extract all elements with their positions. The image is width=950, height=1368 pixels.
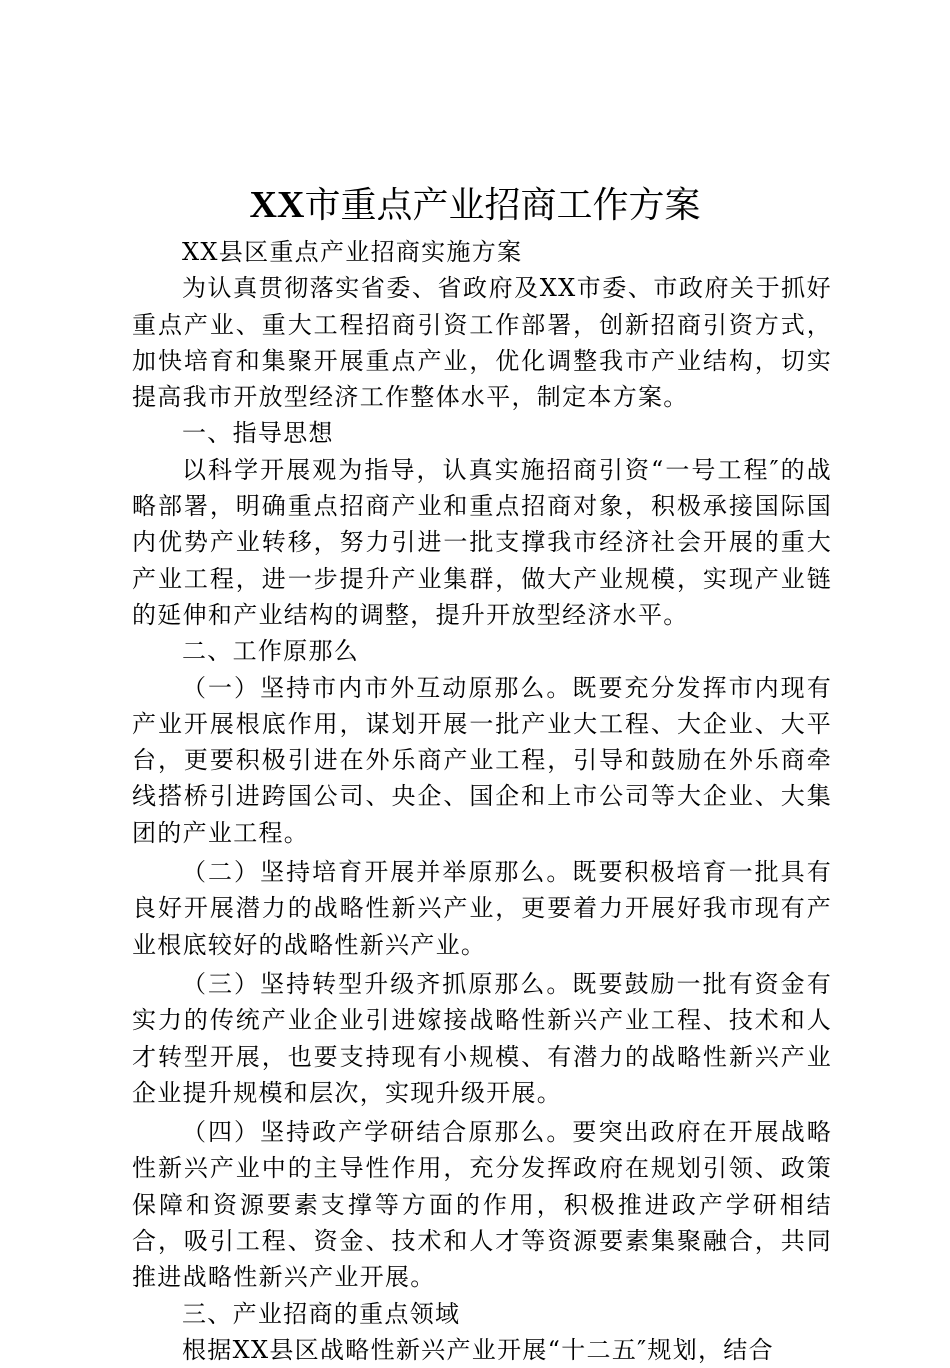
principle-3-paragraph: （三）坚持转型升级齐抓原那么。既要鼓励一批有资金有实力的传统产业企业引进嫁接战略性新兴产业工程、技术和人才转型开展，也要支持现有小规模、有潜力的战略性新兴产业企业提升规模和层次，实现升级开展。 bbox=[132, 969, 832, 1107]
principle-4-paragraph: （四）坚持政产学研结合原那么。要突出政府在开展战略性新兴产业中的主导性作用，充分发挥政府在规划引领、政策保障和资源要素支撑等方面的作用，积极推进政产学研相结合，吸引工程、资金、技术和人才等资源要素集聚融合，共同推进战略性新兴产业开展。 bbox=[132, 1118, 832, 1292]
section-heading-work-principles: 二、工作原那么 bbox=[182, 637, 360, 666]
principle-2-paragraph: （二）坚持培育开展并举原那么。既要积极培育一批具有良好开展潜力的战略性新兴产业，更要着力开展好我市现有产业根底较好的战略性新兴产业。 bbox=[132, 858, 832, 959]
guiding-ideology-paragraph: 以科学开展观为指导，认真实施招商引资“一号工程″的战略部署，明确重点招商产业和重点招商对象，积极承接国际国内优势产业转移，努力引进一批支撑我市经济社会开展的重大产业工程，进一步提升产业集群，做大产业规模，实现产业链的延伸和产业结构的调整，提升开放型经济水平。 bbox=[132, 455, 832, 629]
plan-subtitle: XX县区重点产业招商实施方案 bbox=[182, 238, 523, 266]
document-title bbox=[0, 180, 950, 231]
section-heading-key-fields: 三、产业招商的重点领域 bbox=[182, 1299, 461, 1328]
document-body bbox=[132, 234, 832, 1368]
title-main: 市重点产业招商工作方案 bbox=[304, 185, 701, 226]
principle-1-paragraph: （一）坚持市内市外互动原那么。既要充分发挥市内现有产业开展根底作用，谋划开展一批产业大工程、大企业、大平台，更要积极引进在外乐商产业工程，引导和鼓励在外乐商牵线搭桥引进跨国公司、央企、国企和上市公司等大企业、大集团的产业工程。 bbox=[132, 673, 832, 847]
title-prefix: XX bbox=[249, 184, 305, 226]
section-heading-guiding-ideology: 一、指导思想 bbox=[182, 419, 334, 448]
key-fields-paragraph: 根据XX县区战略性新兴产业开展“十二五″规划，结合 bbox=[182, 1335, 774, 1364]
intro-paragraph: 为认真贯彻落实省委、省政府及XX市委、市政府关于抓好重点产业、重大工程招商引资工作部署，创新招商引资方式，加快培育和集聚开展重点产业，优化调整我市产业结构，切实提高我市开放型经济工作整体水平，制定本方案。 bbox=[132, 274, 832, 412]
